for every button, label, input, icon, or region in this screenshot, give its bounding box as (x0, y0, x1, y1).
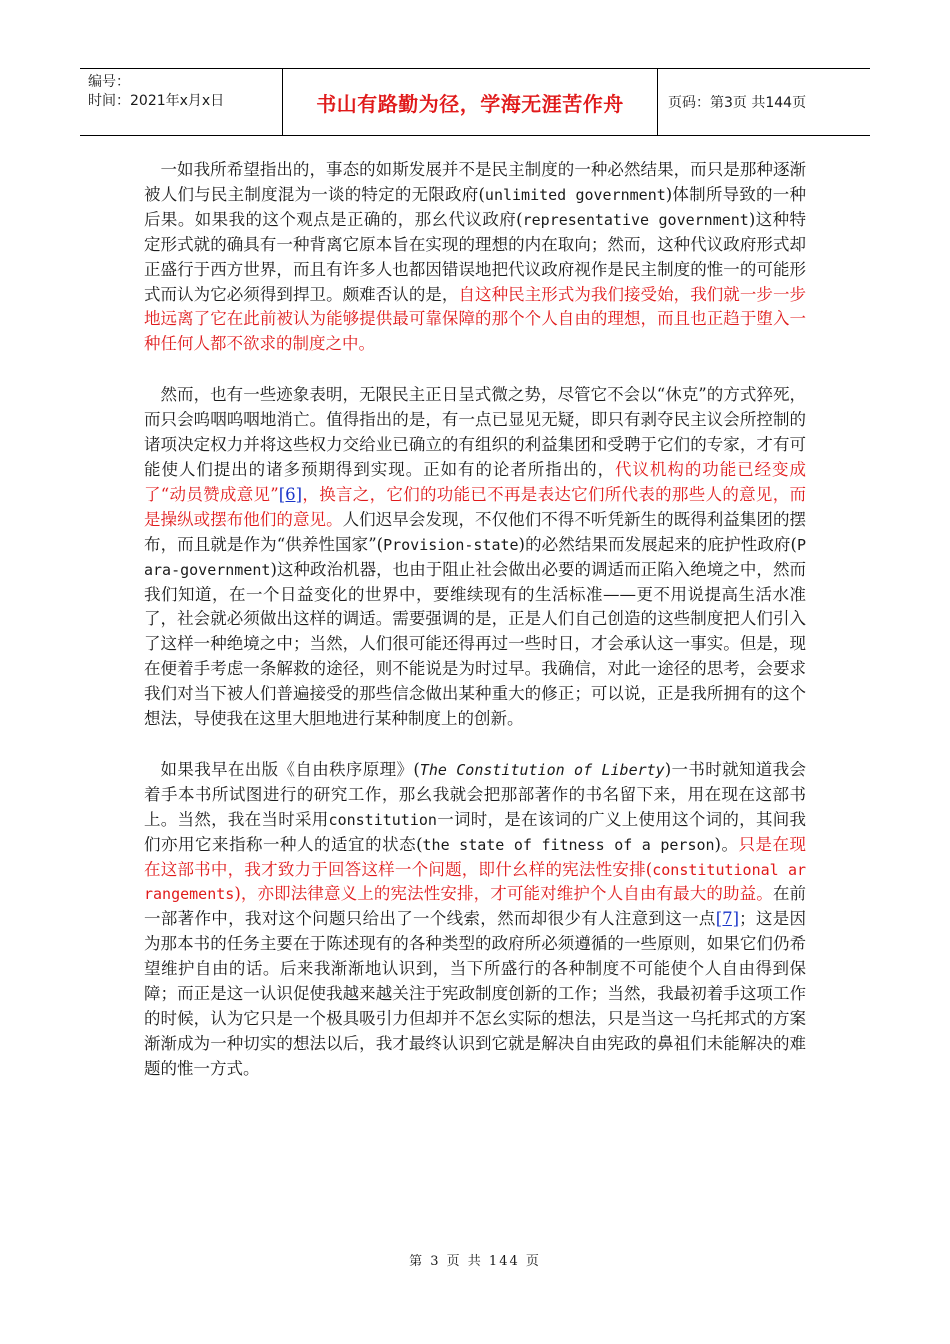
highlighted-text: 自这种民主形式为我们接受始，我们就一步一步地远离了它在此前被认为能够提供最可靠保障的那个个人自由的理想，而且也正趋于堕入一种任何人都不欲求的制度之中。 (144, 284, 807, 354)
highlighted-text-english: constitutional arrangements (144, 860, 806, 904)
text: 人们迟早会发现，不仅他们不得不听凭新生的既得利益集团的摆布，而且就是作为“供养性国家”( (144, 509, 807, 554)
text: )体制所导致的一种后果。如果我的这个观点是正确的，那幺代议政府( (144, 184, 806, 229)
header-slogan: 书山有路勤为径，学海无涯苦作舟 (316, 91, 624, 116)
text-english: unlimited government (484, 185, 666, 204)
text: )的必然结果而发展起来的庇护性政府( (518, 534, 797, 554)
text-english: the state of fitness of a person (422, 835, 715, 854)
text: ；这是因为那本书的任务主要在于陈述现有的各种类型的政府所必须遵循的一些原则，如果它们仍希望维护自由的话。后来我渐渐地认识到，当下所盛行的各种制度不可能使个人自由得到保障；而正是这一认识促使我越来越关注于宪政制度创新的工作；当然，我最初着手这项工作的时候，认为它只是一个极具吸引力但却并不怎幺实际的想法，只是当这一乌托邦式的方案渐渐成为一种切实的想法以后，我才最终认识到它就是解决自由宪政的鼻祖们未能解决的难题的惟一方式。 (144, 909, 807, 1078)
paragraph-2 (144, 383, 806, 732)
paragraph-1 (144, 158, 806, 357)
header-slogan-cell (283, 69, 658, 135)
page-header (80, 68, 870, 136)
page-footer: 第 3 页 共 144 页 (409, 1254, 541, 1269)
highlighted-text: )，亦即法律意义上的宪法性安排，才可能对维护个人自由有最大的助益。 (234, 884, 773, 904)
header-meta (80, 69, 283, 135)
highlighted-text: 代议机构的功能已经变成了“动员赞成意见” (144, 459, 807, 504)
footnote-link-7[interactable]: [7] (715, 909, 740, 929)
document-number-label: 编号： (88, 74, 130, 90)
text: 一如我所希望指出的，事态的如斯发展并不是民主制度的一种必然结果，而只是那种逐渐被人们与民主制度混为一谈的特定的无限政府( (144, 160, 806, 204)
text: )这种特定形式就的确具有一种背离它原本旨在实现的理想的内在取向；然而，这种代议政府形式却正盛行于西方世界，而且有许多人也都因错误地把代议政府视作是民主制度的惟一的可能形式而认为它必须得到捍卫。颇难否认的是， (144, 209, 807, 304)
text-english: constitution (328, 810, 437, 829)
header-page-number: 页码：第3页 共144页 (668, 95, 807, 111)
text: 如果我早在出版《自由秩序原理》( (160, 759, 420, 779)
text: )一书时就知道我会着手本书所试图进行的研究工作，那幺我就会把那部著作的书名留下来，用在现在这部书上。当然，我在当时采用 (144, 759, 806, 829)
footnote-link-6[interactable]: [6] (278, 484, 303, 504)
text: 在前一部著作中，我对这个问题只给出了一个线索，然而却很少有人注意到这一点 (144, 884, 806, 929)
highlighted-text: ，换言之，它们的功能已不再是表达它们所代表的那些人的意见，而是操纵或摆布他们的意见。 (144, 484, 807, 529)
book-title-english: The Constitution of Liberty (419, 760, 665, 779)
highlighted-text: 只是在现在这部书中，我才致力于回答这样一个问题，即什幺样的宪法性安排( (144, 834, 807, 879)
text-english: Provision-state (383, 535, 519, 554)
text: 然而，也有一些迹象表明，无限民主正日呈式微之势，尽管它不会以“休克”的方式猝死，而只会呜咽呜咽地消亡。值得指出的是，有一点已显见无疑，即只有剥夺民主议会所控制的诸项决定权力并将这些权力交给业已确立的有组织的利益集团和受聘于它们的专家，才有可能使人们提出的诸多预期得到实现。正如有的论者所指出的， (144, 385, 806, 479)
document-body (144, 158, 806, 1108)
text: 一词时，是在该词的广义上使用这个词的，其间我们亦用它来指称一种人的适宜的状态( (144, 809, 807, 854)
paragraph-3 (144, 758, 806, 1082)
text: )。 (714, 834, 739, 854)
text-english: representative government (522, 210, 749, 229)
document-date: 时间：2021年x月x日 (88, 93, 225, 109)
text: )这种政治机器，也由于阻止社会做出必要的调适而正陷入绝境之中，然而我们知道，在一个日益变化的世界中，要维续现有的生活标准——更不用说提高生活水准了，社会就必须做出这样的调适。需要强调的是，正是人们自己创造的这些制度把人们引入了这样一种绝境之中；当然，人们很可能还得再过一些时日，才会承认这一事实。但是，现在便着手考虑一条解救的途径，则不能说是为时过早。我确信，对此一途径的思考，会要求我们对当下被人们普遍接受的那些信念做出某种重大的修正；可以说，正是我所拥有的这个想法，导使我在这里大胆地进行某种制度上的创新。 (144, 559, 806, 729)
text-english: Para-government (144, 535, 806, 579)
